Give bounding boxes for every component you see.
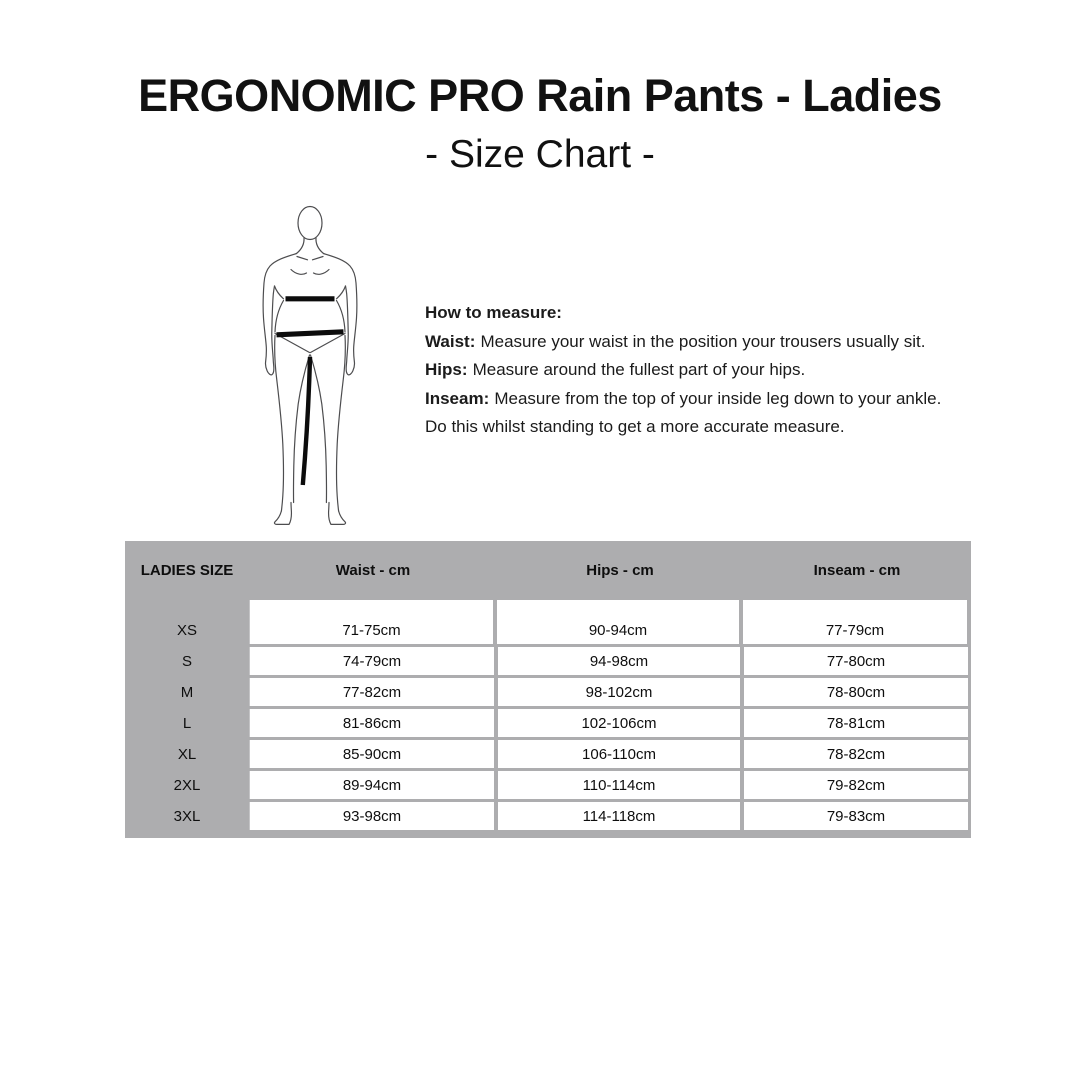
- size-label: S: [181, 652, 192, 670]
- hips-value: 106-110cm: [498, 740, 740, 768]
- waist-value: 81-86cm: [249, 709, 494, 737]
- size-label: M: [180, 683, 194, 701]
- how-to-measure-heading: How to measure:: [425, 303, 562, 322]
- measure-label-hips: Hips:: [425, 360, 468, 379]
- inseam-value: 78-81cm: [744, 709, 968, 737]
- inseam-value: 79-82cm: [744, 771, 968, 799]
- page-subtitle: - Size Chart -: [425, 133, 655, 176]
- measure-line-inseam: [425, 385, 945, 414]
- hips-value: 94-98cm: [498, 647, 740, 675]
- waist-value: 77-82cm: [249, 678, 494, 706]
- body-outline-svg: [240, 196, 380, 528]
- size-chart-table: [125, 541, 971, 838]
- measure-text-waist: Measure your waist in the position your trousers usually sit.: [480, 331, 926, 351]
- column-header-waist: Waist - cm: [335, 562, 411, 579]
- size-label: L: [182, 714, 192, 732]
- hips-value: 98-102cm: [498, 678, 740, 706]
- how-to-measure-block: [425, 299, 945, 442]
- inseam-value: 79-83cm: [744, 802, 968, 830]
- hips-value: 110-114cm: [498, 771, 740, 799]
- female-body-measurement-figure-icon: [240, 196, 380, 528]
- table-row-xs: [125, 600, 971, 644]
- page-title: ERGONOMIC PRO Rain Pants - Ladies: [138, 70, 942, 121]
- inseam-value: 77-80cm: [744, 647, 968, 675]
- table-body: [125, 600, 971, 833]
- table-row-xl: [125, 740, 971, 768]
- size-label: XL: [177, 745, 197, 763]
- column-header-inseam: Inseam - cm: [813, 562, 901, 579]
- table-header-row: [125, 541, 971, 600]
- waist-value: 85-90cm: [249, 740, 494, 768]
- column-header-ladies-size: LADIES SIZE: [140, 562, 234, 579]
- measure-label-waist: Waist:: [425, 331, 476, 351]
- hips-measure-line: [277, 332, 344, 335]
- size-label: 2XL: [173, 776, 201, 794]
- waist-value: 74-79cm: [249, 647, 494, 675]
- hips-value: 102-106cm: [498, 709, 740, 737]
- measure-note: Do this whilst standing to get a more accurate measure.: [425, 417, 845, 436]
- table-row-3xl: [125, 802, 971, 830]
- hips-value: 90-94cm: [497, 600, 739, 644]
- measure-text-inseam: Measure from the top of your inside leg down to your ankle.: [494, 388, 942, 408]
- inseam-value: 78-80cm: [744, 678, 968, 706]
- size-label: XS: [176, 622, 197, 639]
- inseam-value: 77-79cm: [743, 600, 967, 644]
- size-label: 3XL: [173, 807, 201, 825]
- waist-value: 89-94cm: [249, 771, 494, 799]
- measure-line-hips: [425, 356, 945, 385]
- waist-value: 71-75cm: [249, 600, 493, 644]
- inseam-value: 78-82cm: [744, 740, 968, 768]
- measure-label-inseam: Inseam:: [425, 388, 490, 408]
- table-row-l: [125, 709, 971, 737]
- measure-line-waist: [425, 328, 945, 357]
- hips-value: 114-118cm: [498, 802, 740, 830]
- measure-text-hips: Measure around the fullest part of your hips.: [472, 360, 806, 379]
- table-row-s: [125, 647, 971, 675]
- table-row-2xl: [125, 771, 971, 799]
- column-header-hips: Hips - cm: [586, 562, 654, 579]
- waist-value: 93-98cm: [249, 802, 494, 830]
- table-row-m: [125, 678, 971, 706]
